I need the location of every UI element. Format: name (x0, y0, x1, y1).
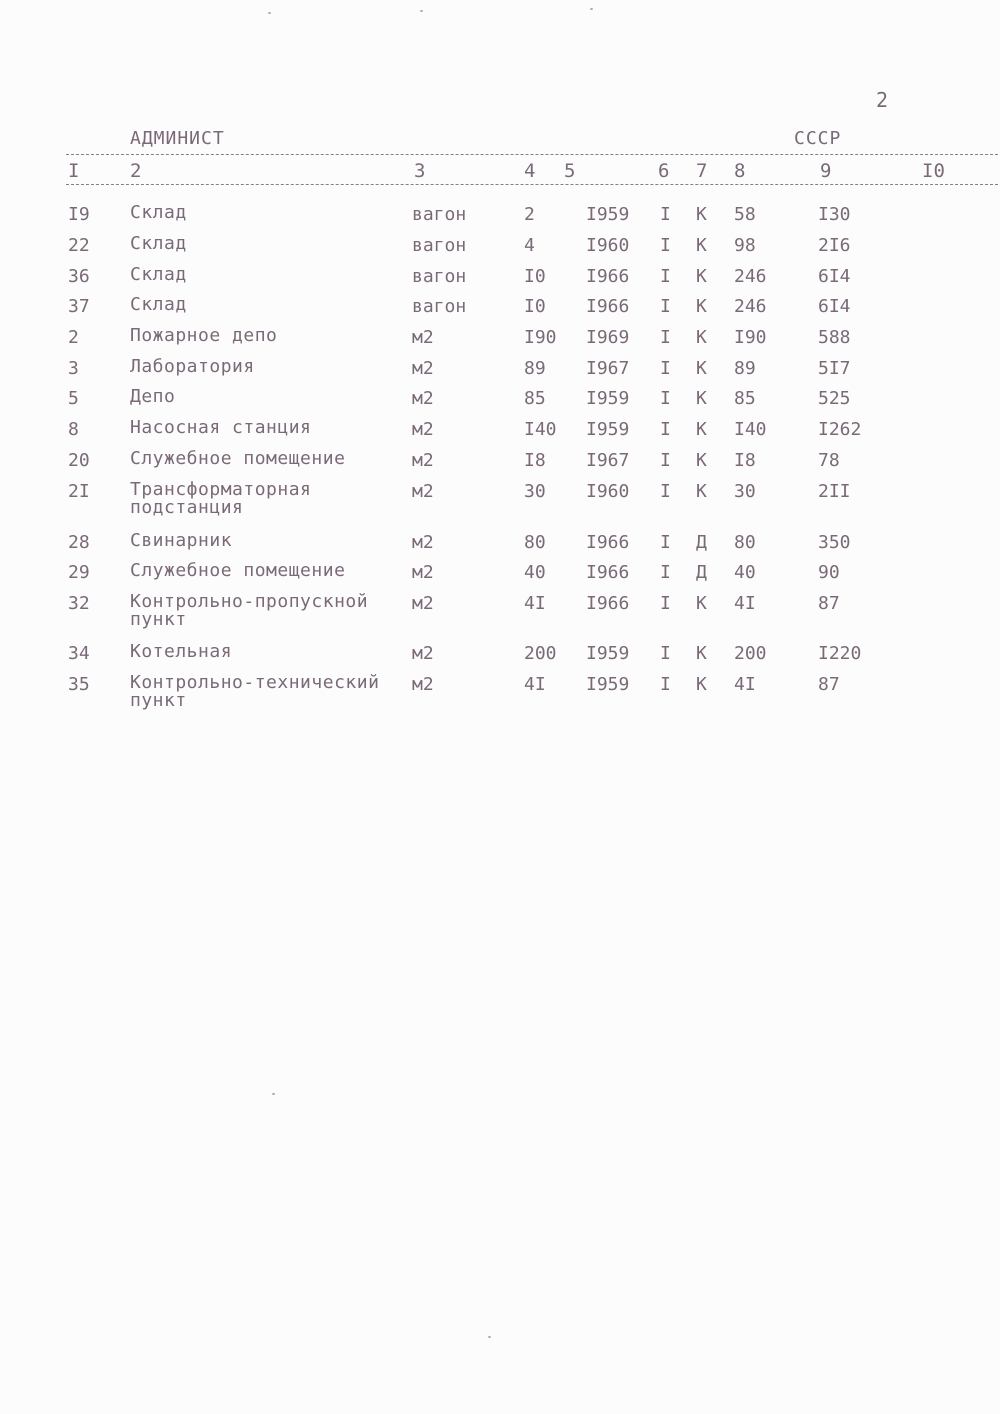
cell-c8: 80 (734, 532, 756, 553)
table-row (0, 266, 1000, 296)
cell-num: 22 (68, 235, 90, 256)
cell-c6: I (660, 562, 671, 583)
cell-qty: I40 (524, 419, 557, 440)
cell-unit: м2 (412, 419, 434, 440)
cell-c8: I90 (734, 327, 767, 348)
cell-c9: I262 (818, 419, 862, 440)
column-number: 7 (696, 160, 708, 182)
cell-name-line: Контрольно-пропускной (130, 591, 369, 612)
cell-c7: К (696, 296, 707, 317)
cell-c7: К (696, 481, 707, 502)
cell-c6: I (660, 296, 671, 317)
speck (488, 1336, 491, 1338)
cell-qty: I8 (524, 450, 546, 471)
table-row (0, 643, 1000, 673)
cell-unit: м2 (412, 674, 434, 695)
cell-num: 2 (68, 327, 79, 348)
cell-c7: К (696, 204, 707, 225)
cell-name: Склад (130, 202, 187, 223)
column-number: 2 (130, 160, 142, 182)
column-number: 9 (820, 160, 832, 182)
cell-name (130, 593, 368, 629)
cell-c6: I (660, 266, 671, 287)
cell-c9: 525 (818, 388, 851, 409)
table-row (0, 327, 1000, 357)
table-row (0, 532, 1000, 562)
cell-unit: м2 (412, 481, 434, 502)
cell-year: I959 (586, 388, 630, 409)
cell-num: 37 (68, 296, 90, 317)
cell-unit: м2 (412, 593, 434, 614)
cell-c9: 87 (818, 593, 840, 614)
cell-name-line: Контрольно-технический (130, 672, 380, 693)
cell-c8: 200 (734, 643, 767, 664)
page-number: 2 (876, 88, 889, 112)
table-row (0, 388, 1000, 418)
table-row (0, 591, 1000, 630)
speck (420, 10, 423, 12)
cell-unit: вагон (412, 204, 467, 225)
cell-c9: 588 (818, 327, 851, 348)
cell-year: I967 (586, 358, 630, 379)
cell-year: I966 (586, 532, 630, 553)
table-row (0, 235, 1000, 265)
cell-num: 34 (68, 643, 90, 664)
cell-num: 35 (68, 674, 90, 695)
column-number: I (68, 160, 80, 182)
cell-unit: м2 (412, 562, 434, 583)
cell-c8: 4I (734, 593, 756, 614)
cell-c8: 4I (734, 674, 756, 695)
cell-name: Лаборатория (130, 356, 255, 377)
cell-c6: I (660, 204, 671, 225)
cell-num: 32 (68, 593, 90, 614)
cell-c9: 78 (818, 450, 840, 471)
cell-name: Склад (130, 294, 187, 315)
cell-c9: 2I6 (818, 235, 851, 256)
cell-qty: 200 (524, 643, 557, 664)
cell-c9: 2II (818, 481, 851, 502)
cell-name: Насосная станция (130, 417, 312, 438)
table-row (0, 358, 1000, 388)
cell-year: I967 (586, 450, 630, 471)
cell-name-line: пункт (130, 609, 187, 630)
cell-name (130, 674, 379, 710)
cell-c6: I (660, 388, 671, 409)
cell-c6: I (660, 419, 671, 440)
cell-c9: I30 (818, 204, 851, 225)
cell-unit: м2 (412, 643, 434, 664)
cell-year: I959 (586, 419, 630, 440)
cell-c7: К (696, 450, 707, 471)
cell-c7: Д (696, 562, 707, 583)
table-row (0, 672, 1000, 711)
table-row (0, 296, 1000, 326)
cell-c7: К (696, 388, 707, 409)
cell-c6: I (660, 450, 671, 471)
cell-unit: м2 (412, 358, 434, 379)
cell-c7: К (696, 593, 707, 614)
cell-c6: I (660, 235, 671, 256)
cell-unit: м2 (412, 388, 434, 409)
cell-unit: м2 (412, 450, 434, 471)
cell-qty: 30 (524, 481, 546, 502)
cell-year: I966 (586, 593, 630, 614)
cell-year: I969 (586, 327, 630, 348)
cell-num: 36 (68, 266, 90, 287)
cell-num: I9 (68, 204, 90, 225)
rule-top (66, 154, 998, 155)
cell-c7: К (696, 419, 707, 440)
cell-year: I960 (586, 481, 630, 502)
speck (272, 1093, 275, 1095)
cell-c6: I (660, 643, 671, 664)
cell-year: I966 (586, 296, 630, 317)
cell-num: 20 (68, 450, 90, 471)
cell-num: 29 (68, 562, 90, 583)
cell-qty: 89 (524, 358, 546, 379)
cell-name (130, 481, 311, 517)
cell-c9: I220 (818, 643, 862, 664)
cell-year: I959 (586, 204, 630, 225)
cell-c8: 89 (734, 358, 756, 379)
cell-c8: 40 (734, 562, 756, 583)
cell-name: Пожарное депо (130, 325, 278, 346)
cell-c6: I (660, 674, 671, 695)
table-row (0, 562, 1000, 592)
header-left: АДМИНИСТ (130, 128, 225, 149)
cell-qty: 4 (524, 235, 535, 256)
column-number: 5 (564, 160, 576, 182)
cell-c6: I (660, 358, 671, 379)
cell-unit: вагон (412, 235, 467, 256)
cell-name-line: пункт (130, 690, 187, 711)
cell-c7: К (696, 643, 707, 664)
cell-c9: 6I4 (818, 296, 851, 317)
cell-year: I960 (586, 235, 630, 256)
cell-qty: I0 (524, 266, 546, 287)
cell-qty: 4I (524, 674, 546, 695)
cell-c7: К (696, 266, 707, 287)
cell-c8: 58 (734, 204, 756, 225)
cell-c7: К (696, 327, 707, 348)
cell-qty: I0 (524, 296, 546, 317)
cell-name-line: Трансформаторная (130, 479, 312, 500)
cell-c7: Д (696, 532, 707, 553)
cell-c7: К (696, 358, 707, 379)
cell-year: I966 (586, 562, 630, 583)
cell-c8: I40 (734, 419, 767, 440)
cell-qty: 2 (524, 204, 535, 225)
cell-c8: 246 (734, 266, 767, 287)
cell-c9: 5I7 (818, 358, 851, 379)
cell-num: 3 (68, 358, 79, 379)
cell-year: I966 (586, 266, 630, 287)
cell-qty: I90 (524, 327, 557, 348)
cell-qty: 80 (524, 532, 546, 553)
cell-c9: 350 (818, 532, 851, 553)
cell-qty: 85 (524, 388, 546, 409)
cell-c9: 87 (818, 674, 840, 695)
cell-c6: I (660, 593, 671, 614)
cell-name: Склад (130, 264, 187, 285)
speck (590, 8, 593, 10)
table-row (0, 419, 1000, 449)
cell-c8: I8 (734, 450, 756, 471)
cell-c8: 98 (734, 235, 756, 256)
cell-num: 8 (68, 419, 79, 440)
table-row (0, 450, 1000, 480)
cell-c9: 6I4 (818, 266, 851, 287)
cell-unit: м2 (412, 532, 434, 553)
cell-name: Склад (130, 233, 187, 254)
cell-year: I959 (586, 643, 630, 664)
column-number: 6 (658, 160, 670, 182)
column-number: 4 (524, 160, 536, 182)
cell-c6: I (660, 532, 671, 553)
cell-c9: 90 (818, 562, 840, 583)
cell-name: Свинарник (130, 530, 233, 551)
cell-unit: вагон (412, 296, 467, 317)
header-right: СССР (794, 128, 842, 149)
cell-name: Котельная (130, 641, 233, 662)
speck (268, 12, 271, 14)
cell-c6: I (660, 327, 671, 348)
cell-qty: 40 (524, 562, 546, 583)
cell-name: Служебное помещение (130, 448, 346, 469)
cell-c7: К (696, 235, 707, 256)
cell-unit: вагон (412, 266, 467, 287)
cell-c7: К (696, 674, 707, 695)
cell-unit: м2 (412, 327, 434, 348)
cell-year: I959 (586, 674, 630, 695)
cell-num: 5 (68, 388, 79, 409)
cell-qty: 4I (524, 593, 546, 614)
column-number: 8 (734, 160, 746, 182)
table-row (0, 204, 1000, 234)
column-number: 3 (414, 160, 426, 182)
cell-name: Служебное помещение (130, 560, 346, 581)
cell-num: 2I (68, 481, 90, 502)
cell-c6: I (660, 481, 671, 502)
cell-name-line: подстанция (130, 497, 244, 518)
rule-bottom (66, 184, 998, 185)
cell-c8: 246 (734, 296, 767, 317)
cell-c8: 30 (734, 481, 756, 502)
cell-num: 28 (68, 532, 90, 553)
cell-name: Депо (130, 386, 176, 407)
column-number: I0 (922, 160, 945, 182)
cell-c8: 85 (734, 388, 756, 409)
table-row (0, 479, 1000, 518)
